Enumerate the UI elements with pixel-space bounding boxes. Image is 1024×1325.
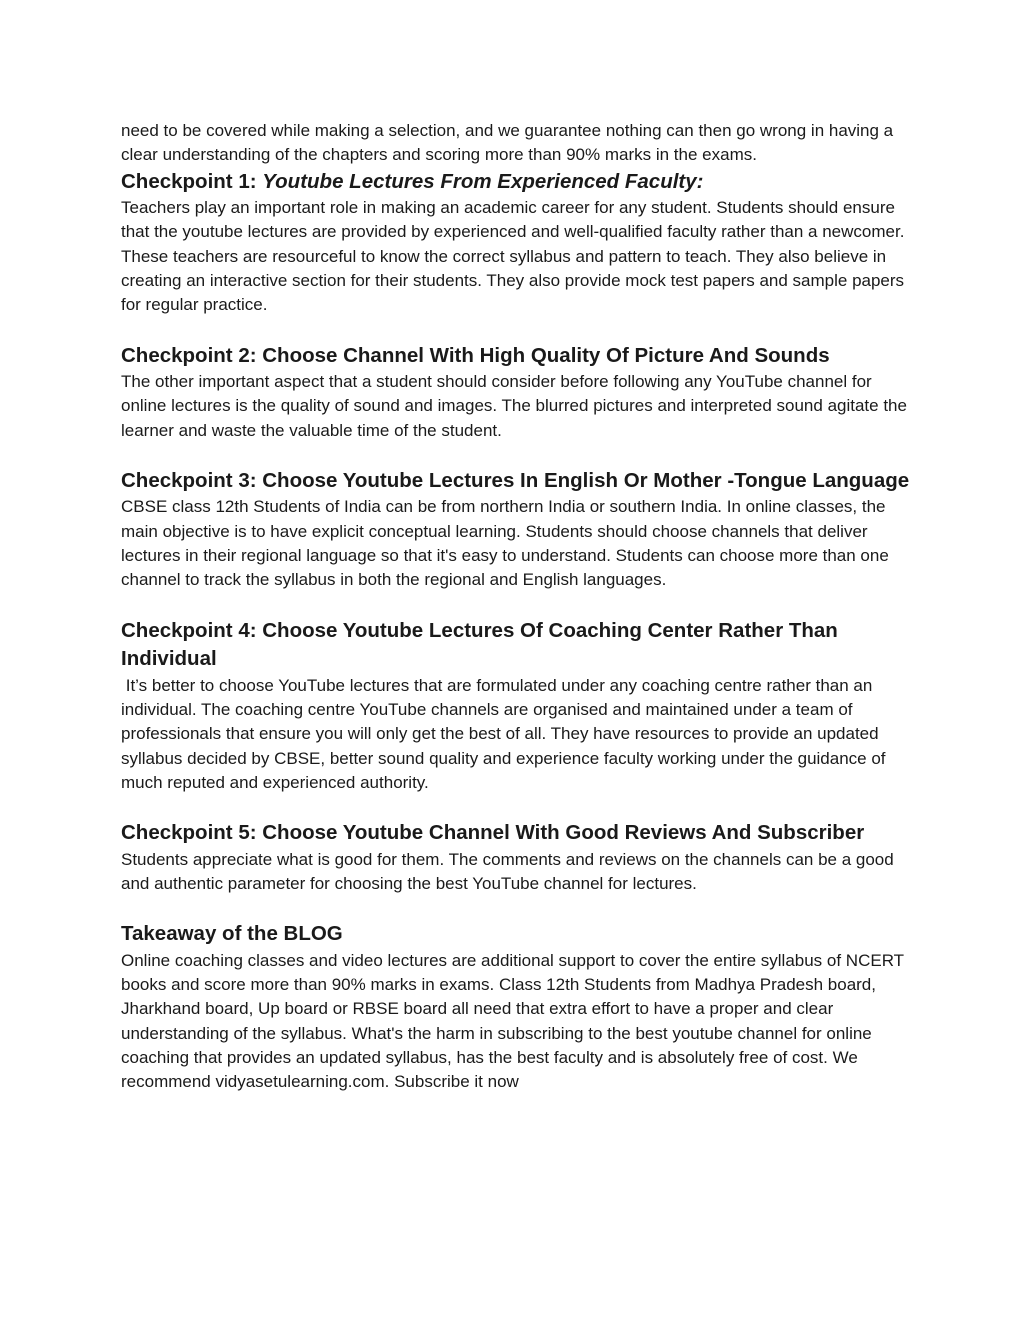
- checkpoint-1-paragraph: Teachers play an important role in making an academic career for any student. Students should ensure that the youtube lectures are provided by experienced and well-qualified faculty rather than a newcomer. These teachers are resourceful to know the correct syllabus and pattern to teach. They also believe in creating an interactive section for their students. They also provide mock test papers and sample papers for regular practice.: [121, 198, 905, 315]
- section-spacer: [121, 896, 911, 920]
- checkpoint-5-heading: Checkpoint 5: Choose Youtube Channel With Good Reviews And Subscriber: [121, 821, 865, 845]
- section-spacer: [121, 443, 911, 467]
- checkpoint-2-heading: Checkpoint 2: Choose Channel With High Quality Of Picture And Sounds: [121, 343, 830, 367]
- section-spacer: [121, 795, 911, 819]
- intro-paragraph: need to be covered while making a selection, and we guarantee nothing can then go wrong in having a clear understanding of the chapters and scoring more than 90% marks in the exams.: [121, 121, 894, 165]
- checkpoint-1-heading-emphasis: Youtube Lectures From Experienced Faculty:: [262, 169, 704, 193]
- checkpoint-1-heading-prefix: Checkpoint 1:: [121, 169, 263, 193]
- checkpoint-3-heading: Checkpoint 3: Choose Youtube Lectures In English Or Mother -Tongue Language: [121, 468, 910, 492]
- checkpoint-2-paragraph: The other important aspect that a student should consider before following any YouTube channel for online lectures is the quality of sound and images. The blurred pictures and interpreted sound agitate the learner and waste the valuable time of the student.: [121, 372, 907, 440]
- checkpoint-5-paragraph: Students appreciate what is good for them. The comments and reviews on the channels can be a good and authentic parameter for choosing the best YouTube channel for lectures.: [121, 849, 894, 893]
- checkpoint-3-paragraph: CBSE class 12th Students of India can be from northern India or southern India. In online classes, the main objective is to have explicit conceptual learning. Students should choose channels that deliver lectures in their regional language so that it's easy to understand. Students can choose more than one channel to track the syllabus in both the regional and English languages.: [121, 497, 889, 590]
- section-spacer: [121, 318, 911, 342]
- takeaway-heading: Takeaway of the BLOG: [121, 922, 343, 946]
- checkpoint-4-heading: Checkpoint 4: Choose Youtube Lectures Of Coaching Center Rather Than Individual: [121, 618, 838, 671]
- checkpoint-1-heading: [121, 168, 911, 197]
- document-page: [121, 119, 911, 1095]
- section-spacer: [121, 593, 911, 617]
- takeaway-paragraph: Online coaching classes and video lectures are additional support to cover the entire syllabus of NCERT books and score more than 90% marks in exams. Class 12th Students from Madhya Pradesh board, Jharkhand board, Up board or RBSE board all need that extra effort to have a proper and clear understanding of the syllabus. What's the harm in subscribing to the best youtube channel for online coaching that provides an updated syllabus, has the best faculty and is absolutely free of cost. We recommend vidyasetulearning.com. Subscribe it now: [121, 950, 904, 1092]
- checkpoint-4-paragraph: It’s better to choose YouTube lectures that are formulated under any coaching centre rather than an individual. The coaching centre YouTube channels are organised and maintained under a team of professionals that ensure you will only get the best of all. They have resources to provide an updated syllabus decided by CBSE, better sound quality and experience faculty working under the guidance of much reputed and experienced authority.: [121, 675, 891, 792]
